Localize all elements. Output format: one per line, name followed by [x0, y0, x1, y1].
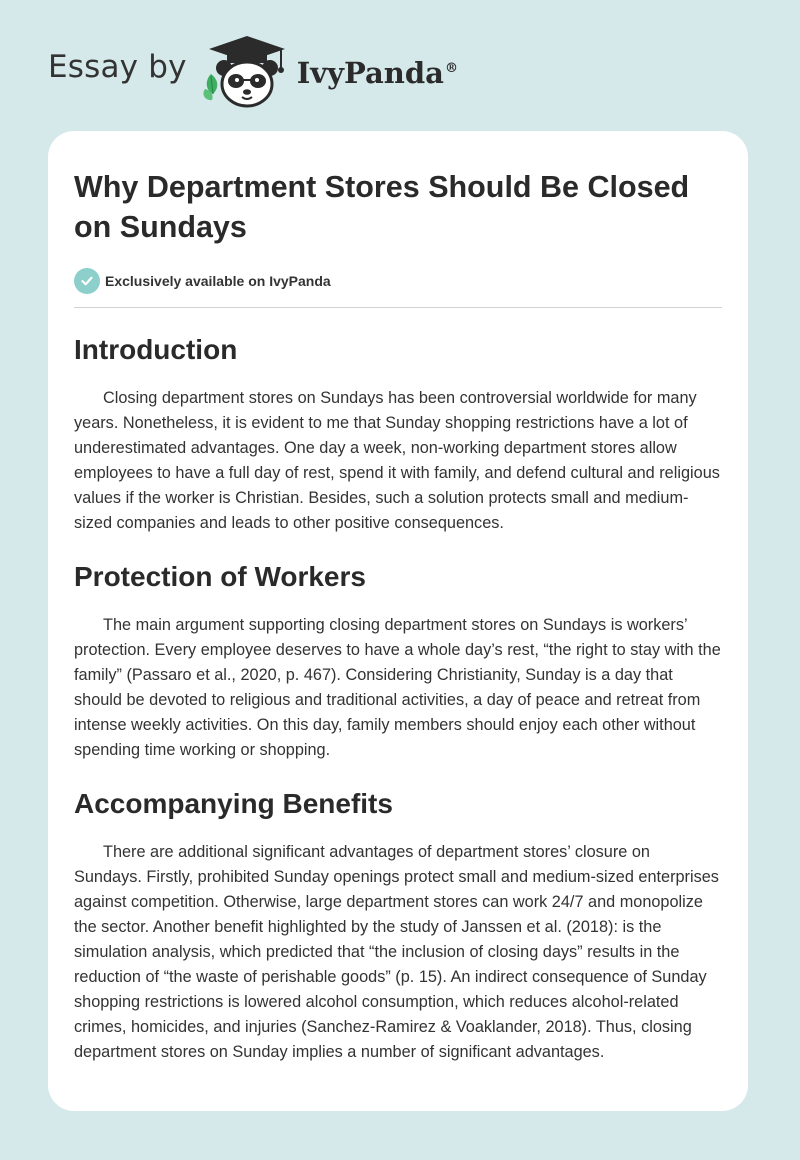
section-protection-of-workers — [74, 560, 722, 763]
essay-card — [48, 131, 748, 1111]
panda-graduate-icon — [201, 34, 291, 110]
site-brand[interactable] — [48, 34, 458, 110]
exclusive-badge — [74, 268, 722, 294]
section-paragraph: There are additional significant advantages of department stores’ closure on Sundays. Firstly, prohibited Sunday openings protect small and medium-sized enterprises against competition. Otherwise, large department stores can work 24/7 and monopolize the sector. Another benefit highlighted by the study of Janssen et al. (2018): is the simulation analysis, which predicted that “the inclusion of closing days” results in the reduction of “the waste of perishable goods” (p. 15). An indirect consequence of Sunday shopping restrictions is lowered alcohol consumption, which reduces alcohol-related crimes, homicides, and injuries (Sanchez-Ramirez & Voaklander, 2018). Thus, closing department stores on Sunday implies a number of significant advantages. — [74, 843, 719, 1061]
section-paragraph: Closing department stores on Sundays has been controversial worldwide for many years. Nonetheless, it is evident to me that Sunday shopping restrictions have a lot of underestimated advantages. One day a week, non-working department stores allow employees to have a full day of rest, spend it with family, and defend cultural and religious values if the worker is Christian. Besides, such a solution protects small and medium-sized companies and leads to other positive consequences. — [74, 389, 720, 532]
brand-name: IvyPanda® — [296, 56, 458, 90]
section-heading: Accompanying Benefits — [74, 788, 393, 819]
section-heading: Introduction — [74, 334, 238, 365]
section-paragraph: The main argument supporting closing department stores on Sundays is workers’ protection. Every employee deserves to have a whole day’s rest, “the right to stay with the family” (Passaro et al., 2020, p. 467). Considering Christianity, Sunday is a day that should be devoted to religious and traditional activities, a day of peace and retreat from intense weekly activities. On this day, family members should enjoy each other without spending time working or shopping. — [74, 616, 721, 759]
brand-prefix: Essay by — [48, 49, 187, 85]
section-heading: Protection of Workers — [74, 561, 366, 592]
check-circle-icon — [74, 268, 100, 294]
page-title: Why Department Stores Should Be Closed on Sundays — [74, 170, 690, 244]
section-accompanying-benefits — [74, 787, 722, 1065]
divider — [74, 307, 722, 308]
section-introduction — [74, 333, 722, 536]
exclusive-badge-text: Exclusively available on IvyPanda — [105, 273, 331, 289]
